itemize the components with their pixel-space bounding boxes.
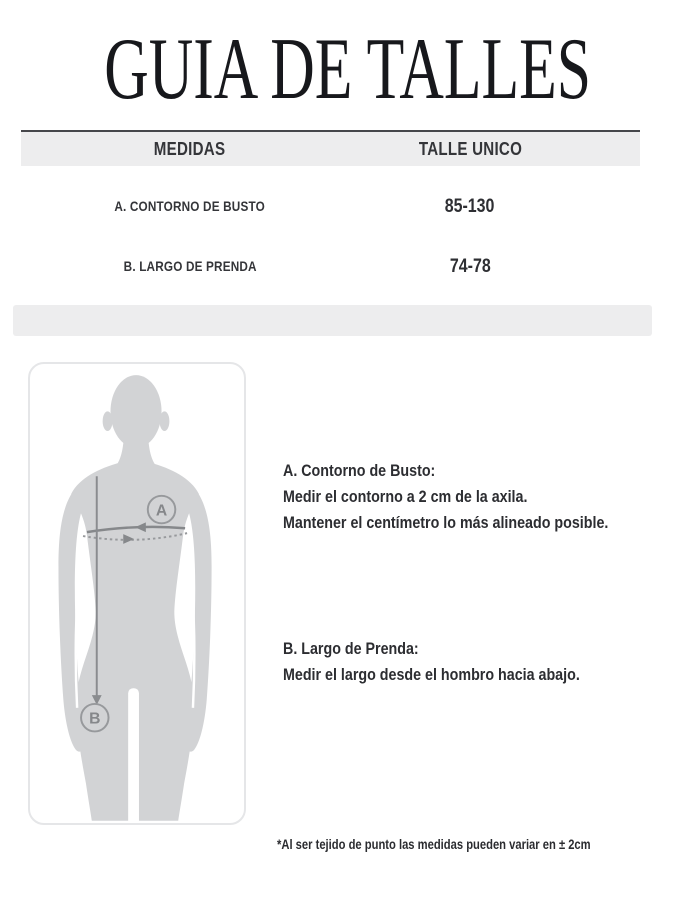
body-silhouette-figure [30, 364, 244, 823]
instruction-length [283, 636, 636, 688]
row-label-contorno-busto: A. CONTORNO DE BUSTO [114, 198, 266, 214]
row-value-contorno-busto: 85-130 [445, 196, 495, 217]
left-ear [103, 411, 113, 431]
row-label-largo-prenda: B. LARGO DE PRENDA [123, 258, 257, 274]
left-arm [58, 490, 84, 752]
marker-b-label: B [89, 710, 101, 728]
table-bottom-band [13, 305, 652, 336]
page-title [0, 21, 685, 118]
instruction-bust-line-2: Mantener el centímetro lo más alineado posible. [283, 513, 609, 532]
table-row-length [21, 250, 640, 284]
instruction-length-heading: B. Largo de Prenda: [283, 639, 419, 658]
right-ear [160, 411, 170, 431]
right-arm [186, 490, 212, 752]
instruction-bust-line-1: Medir el contorno a 2 cm de la axila. [283, 487, 528, 506]
page-title-text: GUIA DE TALLES [104, 21, 591, 118]
instruction-bust [283, 458, 670, 536]
footnote [277, 836, 669, 854]
leg-gap [128, 688, 139, 823]
table-row-bust [21, 190, 640, 224]
instruction-length-line-1: Medir el largo desde el hombro hacia abajo. [283, 665, 580, 684]
footnote-text: *Al ser tejido de punto las medidas pueden variar en ± 2cm [277, 836, 591, 852]
column-header-talle-unico: TALLE UNICO [418, 138, 522, 159]
column-header-medidas: MEDIDAS [154, 138, 226, 159]
table-header-row [21, 132, 640, 166]
marker-a-label: A [155, 502, 168, 520]
measurement-figure-card [28, 362, 246, 825]
instruction-bust-heading: A. Contorno de Busto: [283, 461, 436, 480]
row-value-largo-prenda: 74-78 [449, 256, 491, 277]
